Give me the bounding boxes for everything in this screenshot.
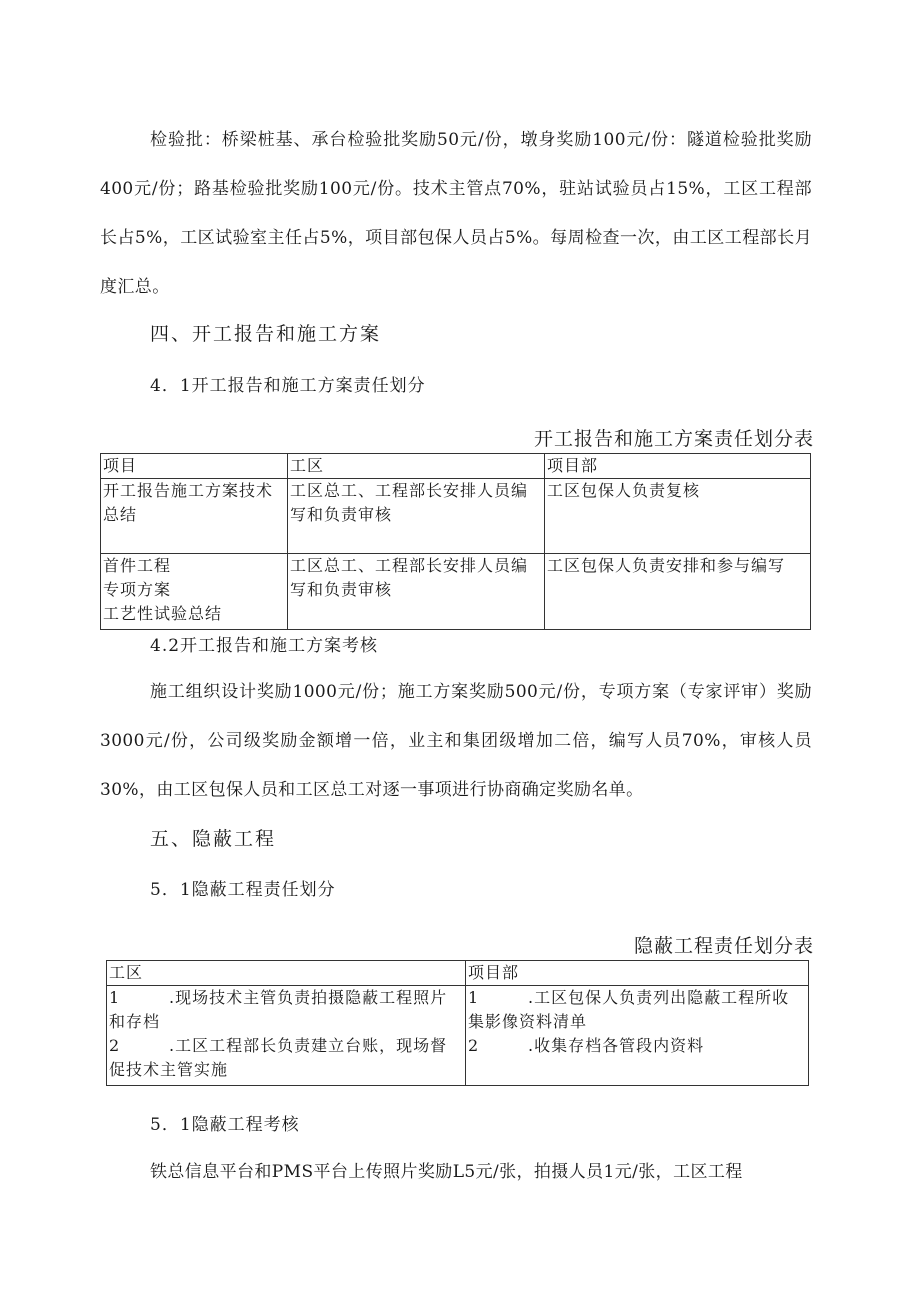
item-text: .现场技术主管负责拍摄隐蔽工程照片和存档 <box>109 988 448 1031</box>
list-item <box>468 986 806 1034</box>
heading-5-1-assessment: 5．1隐蔽工程考核 <box>150 1115 300 1135</box>
paragraph-plan-reward: 施工组织设计奖励1000元/份；施工方案奖励500元/份，专项方案（专家评审）奖励3000元/份，公司级奖励金额增一倍，业主和集团级增加二倍，编写人员70%，审核人员30%，由工区包保人员和工区总工对逐一事项进行协商确定奖励名单。 <box>100 682 812 800</box>
table1-caption: 开工报告和施工方案责任划分表 <box>533 428 814 450</box>
item-number: 2 <box>109 1036 121 1055</box>
heading-4-2: 4.2开工报告和施工方案考核 <box>150 636 379 656</box>
table-header-row <box>101 454 811 479</box>
table-header-cell: 工区 <box>107 961 466 986</box>
responsibility-table-concealed-works <box>106 960 809 1086</box>
table-header-row <box>107 961 809 986</box>
list-item <box>109 1034 463 1082</box>
table-header-cell: 项目部 <box>545 454 811 479</box>
table-cell-right <box>466 986 809 1086</box>
table-header-cell: 项目 <box>101 454 288 479</box>
table-cell: 首件工程 专项方案 工艺性试验总结 <box>101 554 288 630</box>
item-number: 2 <box>468 1036 480 1055</box>
table-cell: 工区包保人负责复核 <box>545 479 811 554</box>
paragraph-photo-reward: 铁总信息平台和PMS平台上传照片奖励L5元/张，拍摄人员1元/张，工区工程 <box>150 1162 743 1182</box>
table-header-cell: 工区 <box>288 454 545 479</box>
table-header-cell: 项目部 <box>466 961 809 986</box>
heading-section-5: 五、隐蔽工程 <box>150 828 277 850</box>
table-cell: 开工报告施工方案技术总结 <box>101 479 288 554</box>
responsibility-table-start-report <box>100 453 811 630</box>
table-row <box>101 554 811 630</box>
paragraph-inspection-reward: 检验批：桥梁桩基、承台检验批奖励50元/份，墩身奖励100元/份：隧道检验批奖励400元/份；路基检验批奖励100元/份。技术主管点70%，驻站试验员占15%，工区工程部长占5%，工区试验室主任占5%，项目部包保人员占5%。每周检查一次，由工区工程部长月度汇总。 <box>100 130 812 297</box>
item-number: 1 <box>468 988 480 1007</box>
table-cell: 工区总工、工程部长安排人员编写和负责审核 <box>288 554 545 630</box>
table-row <box>107 986 809 1086</box>
heading-5-1: 5．1隐蔽工程责任划分 <box>150 880 336 900</box>
table-cell-left <box>107 986 466 1086</box>
heading-section-4: 四、开工报告和施工方案 <box>150 323 382 345</box>
item-text: .工区包保人负责列出隐蔽工程所收集影像资料清单 <box>468 988 790 1031</box>
table-row <box>101 479 811 554</box>
item-text: .工区工程部长负责建立台账，现场督促技术主管实施 <box>109 1036 448 1079</box>
item-number: 1 <box>109 988 121 1007</box>
heading-4-1: 4．1开工报告和施工方案责任划分 <box>150 376 426 396</box>
list-item <box>109 986 463 1034</box>
table-cell: 工区总工、工程部长安排人员编写和负责审核 <box>288 479 545 554</box>
list-item <box>468 1034 806 1058</box>
table-cell: 工区包保人负责安排和参与编写 <box>545 554 811 630</box>
item-text: .收集存档各管段内资料 <box>528 1036 705 1055</box>
table2-caption: 隐蔽工程责任划分表 <box>633 935 814 957</box>
